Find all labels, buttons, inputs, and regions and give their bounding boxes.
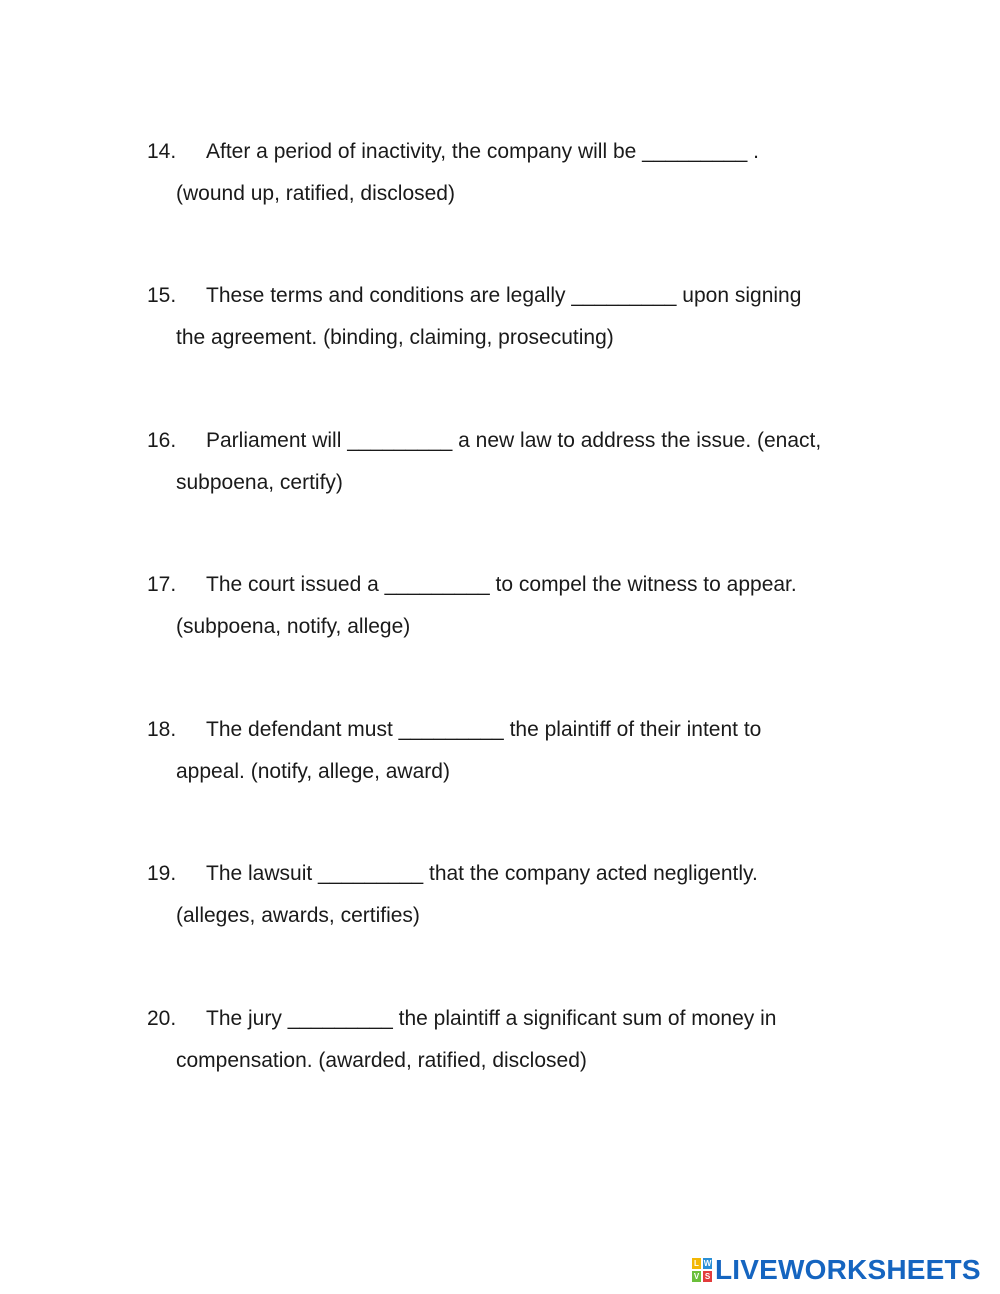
liveworksheets-logo bbox=[692, 1256, 992, 1284]
question-number: 17. bbox=[147, 573, 177, 596]
question-text: After a period of inactivity, the company will be _________ . bbox=[206, 140, 759, 163]
question-options: (alleges, awards, certifies) bbox=[176, 904, 420, 927]
question-number: 19. bbox=[147, 862, 177, 885]
liveworksheets-logo-icon bbox=[692, 1258, 712, 1282]
question-text: Parliament will _________ a new law to address the issue. (enact, bbox=[206, 429, 822, 452]
logo-tile: W bbox=[703, 1259, 712, 1268]
question-text: The lawsuit _________ that the company acted negligently. bbox=[206, 862, 758, 885]
logo-tile: S bbox=[704, 1272, 711, 1281]
question-16 bbox=[147, 420, 907, 504]
question-line1 bbox=[147, 853, 907, 895]
question-20 bbox=[147, 998, 907, 1082]
question-18 bbox=[147, 709, 907, 793]
question-options: (wound up, ratified, disclosed) bbox=[176, 182, 455, 205]
logo-tile: V bbox=[693, 1272, 700, 1281]
question-text: The court issued a _________ to compel the witness to appear. bbox=[206, 573, 797, 596]
question-text: The defendant must _________ the plaintiff of their intent to bbox=[206, 718, 762, 741]
question-line1 bbox=[147, 420, 907, 462]
question-line1 bbox=[147, 998, 907, 1040]
question-line1 bbox=[147, 131, 907, 173]
liveworksheets-logo-text: LIVEWORKSHEETS bbox=[715, 1254, 981, 1285]
question-options: the agreement. (binding, claiming, prosecuting) bbox=[176, 326, 614, 349]
question-number: 16. bbox=[147, 429, 177, 452]
question-options: (subpoena, notify, allege) bbox=[176, 615, 411, 638]
question-number: 18. bbox=[147, 718, 177, 741]
question-line1 bbox=[147, 564, 907, 606]
question-15 bbox=[147, 275, 907, 359]
question-options: subpoena, certify) bbox=[176, 471, 343, 494]
question-line1 bbox=[147, 275, 907, 317]
logo-tile: L bbox=[692, 1258, 701, 1269]
question-options: appeal. (notify, allege, award) bbox=[176, 760, 450, 783]
question-17 bbox=[147, 564, 907, 648]
question-number: 14. bbox=[147, 140, 177, 163]
question-text: These terms and conditions are legally _________ upon signing bbox=[206, 284, 802, 307]
question-text: The jury _________ the plaintiff a significant sum of money in bbox=[206, 1007, 777, 1030]
question-19 bbox=[147, 853, 907, 937]
question-options: compensation. (awarded, ratified, disclosed) bbox=[176, 1049, 587, 1072]
question-number: 20. bbox=[147, 1007, 177, 1030]
question-14 bbox=[147, 131, 907, 215]
question-line1 bbox=[147, 709, 907, 751]
question-number: 15. bbox=[147, 284, 177, 307]
